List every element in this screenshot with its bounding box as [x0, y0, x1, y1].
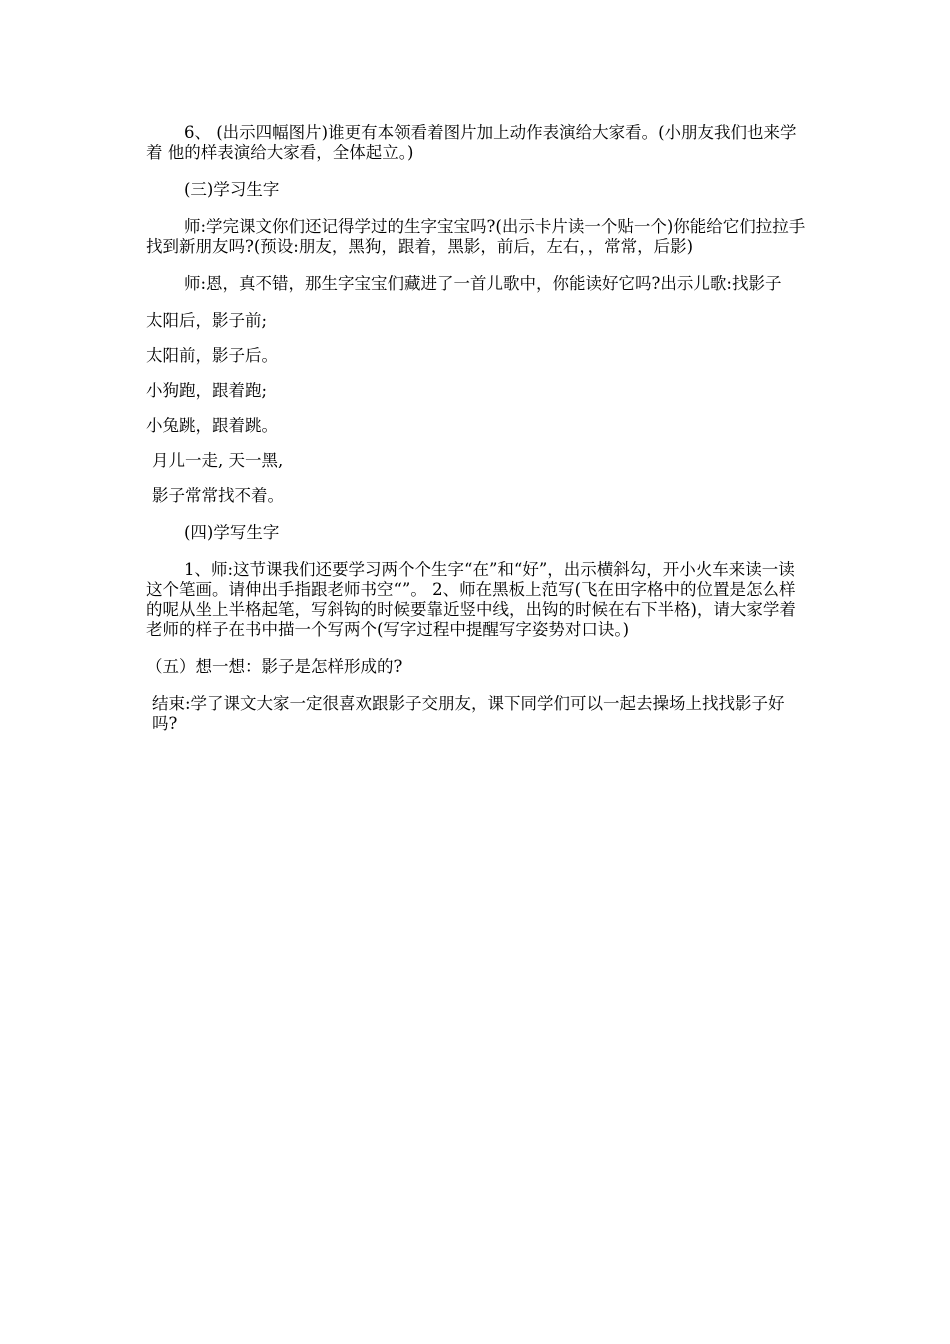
song-line-6: 影子常常找不着。: [152, 486, 284, 505]
song-line-1: 太阳后，影子前;: [146, 311, 268, 330]
section-heading-think: （五）想一想：影子是怎样形成的?: [146, 657, 403, 676]
song-line-3: 小狗跑，跟着跑;: [146, 381, 268, 400]
song-line-2: 太阳前，影子后。: [146, 346, 278, 365]
paragraph-teacher-song-intro: 师:恩，真不错，那生字宝宝们藏进了一首儿歌中，你能读好它吗?出示儿歌:找影子: [184, 274, 782, 293]
document-body: [146, 123, 806, 734]
section-heading-learn-characters: (三)学习生字: [184, 180, 280, 199]
song-line-4: 小兔跳，跟着跳。: [146, 416, 278, 435]
song-line-5: 月儿一走, 天一黑,: [152, 451, 284, 470]
section-heading-write-characters: (四)学写生字: [184, 523, 280, 542]
paragraph-step-6: 6、 (出示四幅图片)谁更有本领看着图片加上动作表演给大家看。(小朋友我们也来学着 他的样表演给大家看，全体起立。): [146, 123, 797, 162]
paragraph-conclusion: 结束:学了课文大家一定很喜欢跟影子交朋友，课下同学们可以一起去操场上找找影子好吗?: [152, 694, 785, 733]
paragraph-writing-instructions: 1、师:这节课我们还要学习两个个生字“在”和“好”，出示横斜勾，开小火车来读一读这个笔画。请伸出手指跟老师书空“”。 2、师在黑板上范写(飞在田字格中的位置是怎么样的呢从坐上半格起笔，写斜钩的时候要靠近竖中线，出钩的时候在右下半格)，请大家学着老师的样子在书中描一个写两个(写字过程中提醒写字姿势对口诀。): [146, 560, 796, 639]
paragraph-teacher-review: 师:学完课文你们还记得学过的生字宝宝吗?(出示卡片读一个贴一个)你能给它们拉拉手找到新朋友吗?(预设:朋友，黑狗，跟着，黑影，前后，左右，，常常，后影): [146, 217, 806, 256]
